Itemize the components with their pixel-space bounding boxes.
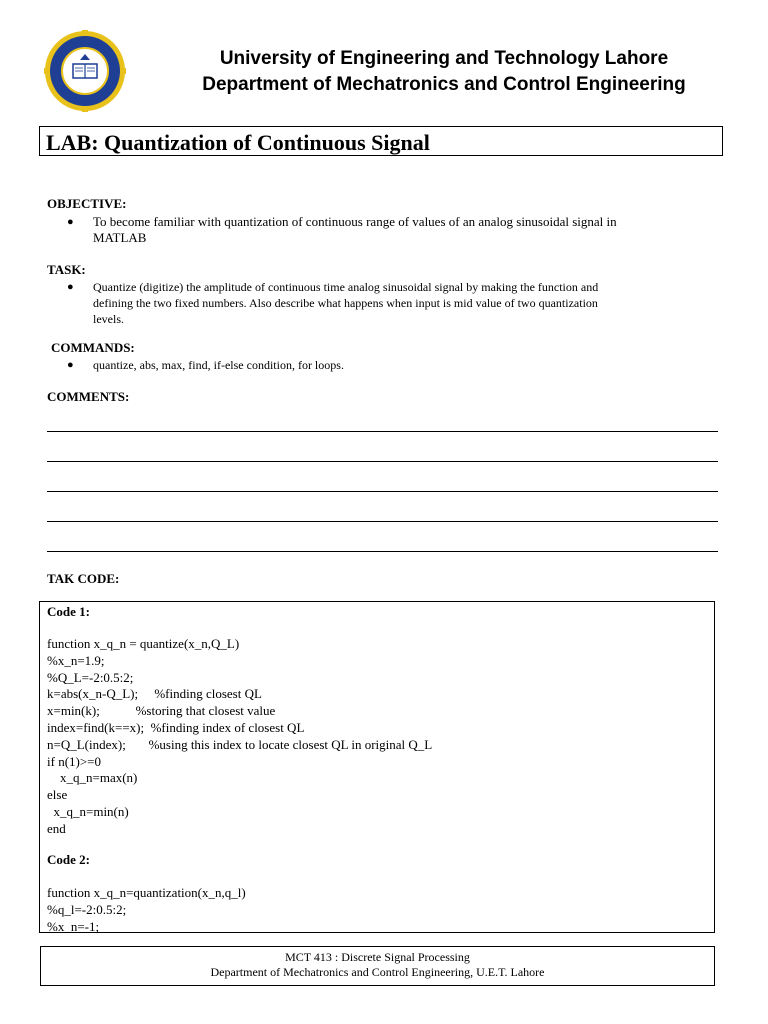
code-line: x_q_n=max(n) [47, 770, 138, 786]
task-line-1: Quantize (digitize) the amplitude of continuous time analog sinusoidal signal by making the function and [93, 280, 599, 294]
page-footer [40, 946, 715, 986]
task-code-label: TAK CODE: [47, 571, 120, 586]
comment-line[interactable] [47, 551, 718, 552]
code-line: %x_n=1.9; [47, 652, 105, 668]
lab-title: LAB: Quantization of Continuous Signal [39, 126, 723, 156]
code-line: k=abs(x_n-Q_L); %finding closest QL [47, 686, 262, 702]
objective-label: OBJECTIVE: [47, 196, 127, 211]
comments-label: COMMENTS: [47, 389, 130, 404]
university-name: University of Engineering and Technology Lahore [219, 48, 669, 69]
objective-line-2: MATLAB [93, 230, 147, 245]
code-line: if n(1)>=0 [47, 753, 102, 769]
objective-line-1: To become familiar with quantization of continuous range of values of an analog sinusoidal signal in [93, 214, 617, 229]
header-titles [144, 46, 744, 98]
bullet-dot-icon: ● [67, 359, 74, 371]
code-line: %Q_L=-2:0.5:2; [47, 669, 134, 685]
department-name: Department of Mechatronics and Control Engineering [202, 74, 686, 95]
task-bullet [67, 279, 727, 329]
code-line: %x_n=-1; [47, 918, 100, 933]
objective-bullet [67, 214, 727, 248]
code-line: function x_q_n = quantize(x_n,Q_L) [47, 636, 240, 651]
commands-bullet [67, 357, 727, 373]
document-header [44, 30, 744, 110]
comment-line[interactable] [47, 431, 718, 432]
code-line: n=Q_L(index); %using this index to locate closest QL in original Q_L [47, 736, 433, 752]
code2-label: Code 2: [47, 852, 90, 867]
comment-line[interactable] [47, 461, 718, 462]
code-line: function x_q_n=quantization(x_n,q_l) [47, 885, 246, 900]
code-line: else [47, 787, 68, 803]
task-line-3: levels. [93, 312, 124, 326]
task-line-2: defining the two fixed numbers. Also describe what happens when input is mid value of two quantization [93, 296, 598, 310]
comment-line[interactable] [47, 491, 718, 492]
code-line: %q_l=-2:0.5:2; [47, 901, 127, 917]
code-line: x=min(k); %storing that closest value [47, 703, 276, 719]
code-line: end [47, 820, 66, 836]
bullet-dot-icon: ● [67, 281, 74, 293]
commands-text: quantize, abs, max, find, if-else condition, for loops. [93, 358, 344, 372]
code-line: index=find(k==x); %finding index of closest QL [47, 720, 305, 735]
footer-department: Department of Mechatronics and Control Engineering, U.E.T. Lahore [210, 965, 545, 979]
code-line: x_q_n=min(n) [47, 804, 129, 819]
bullet-dot-icon: ● [67, 216, 74, 228]
comment-line[interactable] [47, 521, 718, 522]
university-logo [44, 30, 126, 112]
code-box [39, 601, 715, 933]
code1-label: Code 1: [47, 604, 90, 619]
footer-course: MCT 413 : Discrete Signal Processing [285, 950, 470, 964]
task-label: TASK: [47, 262, 86, 277]
commands-label: COMMANDS: [51, 340, 135, 355]
